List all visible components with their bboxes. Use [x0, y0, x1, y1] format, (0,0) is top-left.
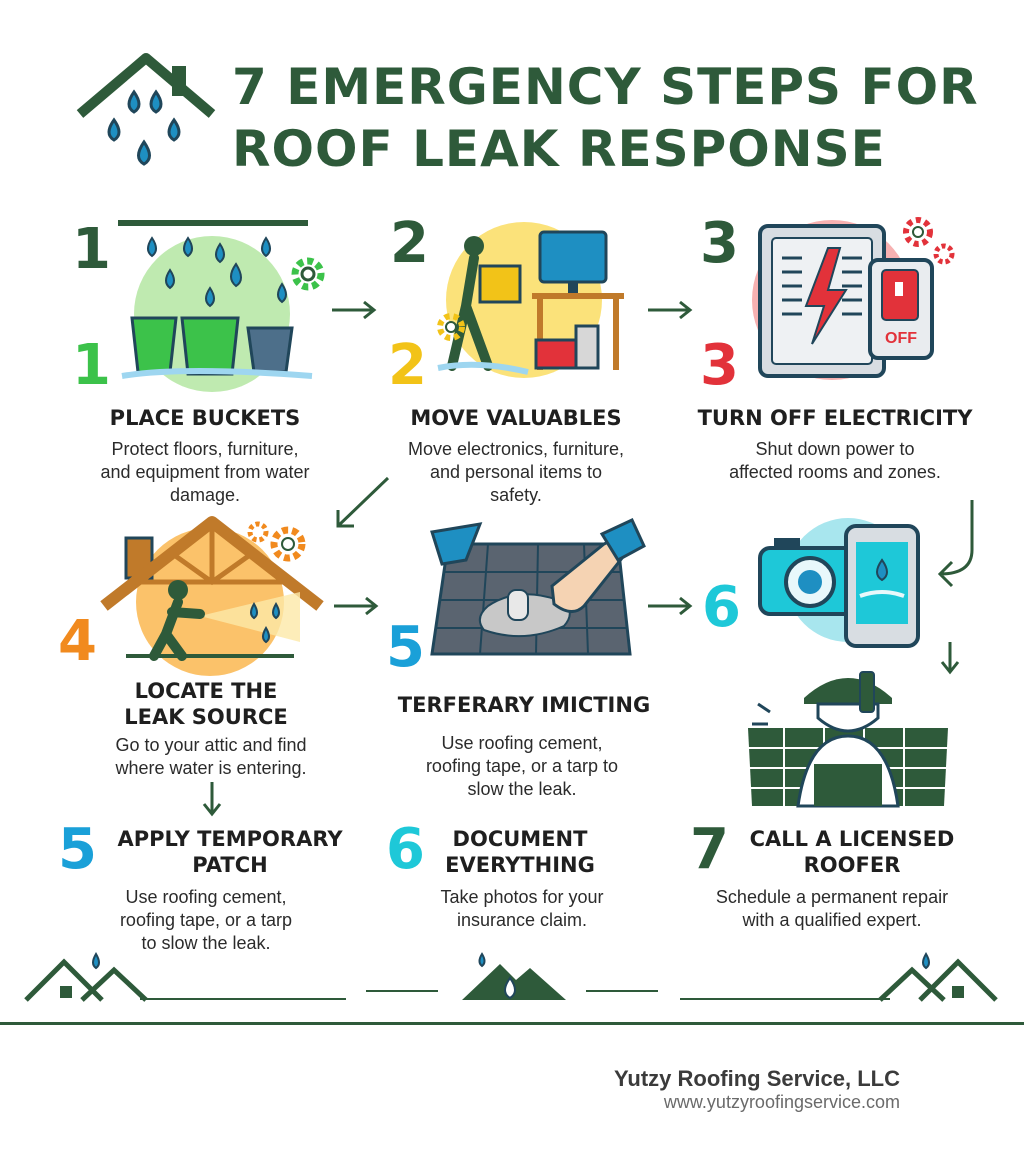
arrow-icon	[202, 780, 222, 820]
arrow-icon	[646, 596, 696, 616]
gear-icon	[246, 518, 316, 568]
step-4-heading: LOCATE THE LEAK SOURCE	[124, 679, 288, 729]
company-url[interactable]: www.yutzyroofingservice.com	[663, 1092, 900, 1112]
step-4-description: Go to your attic and find where water is entering.	[115, 735, 307, 778]
step-1-bottom-number: 1	[72, 333, 111, 398]
step-5b-number: 5	[58, 817, 97, 882]
step-6b-heading: DOCUMENT EVERYTHING	[445, 827, 595, 877]
step-1-heading: PLACE BUCKETS	[109, 406, 301, 430]
switch-icon	[866, 256, 936, 366]
step-3-top-number: 3	[700, 211, 739, 276]
divider	[140, 998, 346, 1000]
buckets-icon	[112, 214, 332, 384]
arrow-icon	[332, 596, 382, 616]
page-title: 7 EMERGENCY STEPS FOR ROOF LEAK RESPONSE	[232, 58, 979, 178]
small-house-icon	[24, 952, 154, 1002]
step-6-number: 6	[702, 575, 741, 640]
step-5b-description: Use roofing cement, roofing tape, or a tarp to slow the leak.	[119, 887, 293, 953]
step-7-heading: CALL A LICENSED ROOFER	[749, 827, 955, 877]
switch-off-label: OFF	[885, 330, 917, 347]
step-7-description: Schedule a permanent repair with a qualified expert.	[715, 887, 949, 930]
roof-patch-icon	[418, 520, 648, 670]
person-carrying-box-icon	[428, 220, 648, 380]
step-5-description: Use roofing cement, roofing tape, or a tarp to slow the leak.	[425, 733, 619, 799]
step-1-top-number: 1	[72, 217, 111, 282]
small-house-icon	[874, 952, 1004, 1002]
step-2-bottom-number: 2	[388, 333, 427, 398]
step-2-heading: MOVE VALUABLES	[410, 406, 622, 430]
step-6b-description: Take photos for your insurance claim.	[440, 887, 604, 930]
arrow-icon	[332, 474, 392, 534]
step-2-description: Move electronics, furniture, and personal items to safety.	[407, 439, 625, 505]
step-5-number: 5	[386, 615, 425, 680]
step-3-bottom-number: 3	[700, 333, 739, 398]
step-6b-number: 6	[386, 817, 425, 882]
roofer-on-phone-icon	[744, 668, 954, 808]
camera-phone-icon	[756, 512, 956, 652]
house-drops-icon	[72, 52, 222, 182]
step-5-heading: TERFERARY IMICTING	[397, 693, 651, 717]
gear-icon	[288, 254, 328, 294]
arrow-icon	[646, 300, 696, 320]
step-3-description: Shut down power to affected rooms and zones.	[729, 439, 941, 482]
center-house-drop-icon	[460, 954, 570, 1004]
footer-divider	[0, 1022, 1024, 1025]
step-7-number: 7	[690, 817, 729, 882]
divider	[366, 990, 438, 992]
divider	[680, 998, 890, 1000]
gear-icon	[434, 310, 468, 344]
step-4-number: 4	[58, 609, 97, 674]
company-name: Yutzy Roofing Service, LLC	[613, 1066, 900, 1091]
gear-icon	[898, 212, 958, 272]
divider	[586, 990, 658, 992]
step-3-heading: TURN OFF ELECTRICITY	[697, 406, 973, 430]
step-5b-heading: APPLY TEMPORARY PATCH	[117, 827, 343, 877]
step-1-description: Protect floors, furniture, and equipment from water damage.	[100, 439, 310, 505]
step-2-top-number: 2	[390, 211, 429, 276]
arrow-icon	[330, 300, 380, 320]
